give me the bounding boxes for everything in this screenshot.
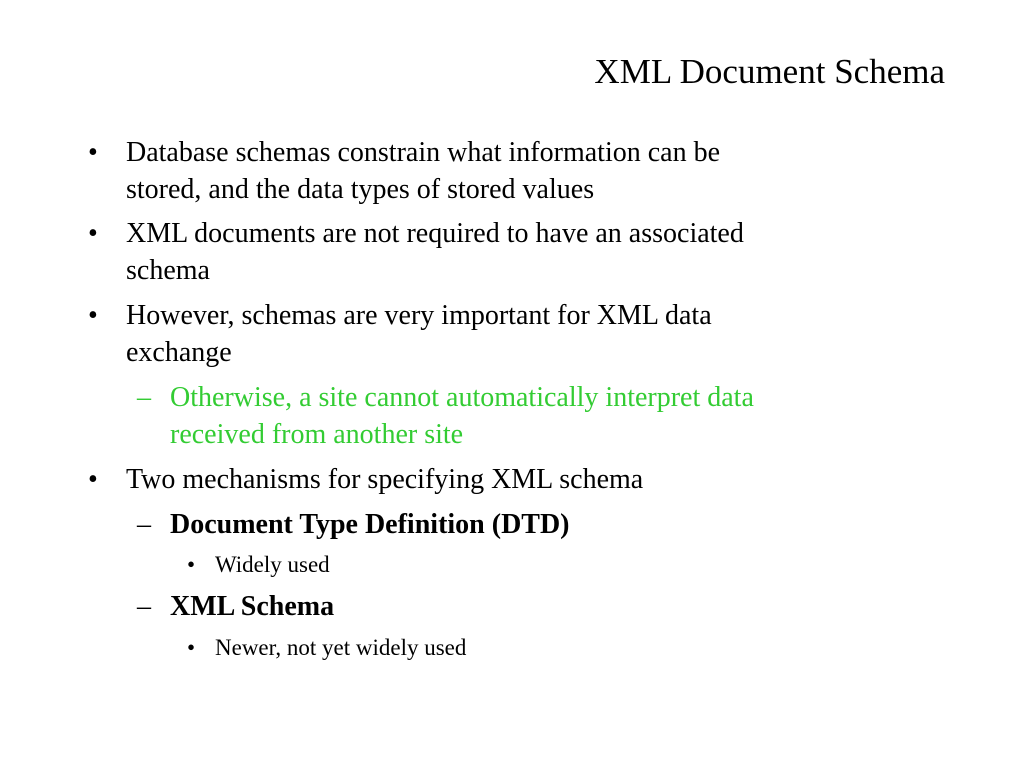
sub-bullet-text: [170, 506, 570, 543]
dash-marker: –: [137, 509, 151, 540]
bullet-text: [126, 215, 744, 289]
bullet-text-line: stored, and the data types of stored values: [126, 174, 595, 205]
bullet-text: [126, 461, 643, 498]
sub-sub-bullet-text: [215, 550, 330, 580]
dash-marker: –: [137, 591, 151, 622]
sub-bullet-text-line: received from another site: [170, 419, 464, 450]
bullet-marker: •: [88, 137, 98, 168]
sub-bullet-text: [170, 379, 754, 453]
bullet-text: [126, 297, 712, 371]
bullet-marker: •: [88, 218, 98, 249]
bullet-marker: •: [187, 552, 196, 577]
bullet-text-line: XML documents are not required to have an associated: [126, 218, 744, 249]
sub-bullet-text: [170, 588, 334, 625]
bullet-text: [126, 134, 720, 208]
bullet-text-line: Two mechanisms for specifying XML schema: [126, 464, 644, 495]
sub-sub-bullet-text: [215, 633, 466, 663]
sub-bullet-text-line: XML Schema: [170, 591, 335, 622]
bullet-marker: •: [88, 300, 98, 331]
bullet-text-line: However, schemas are very important for XML data: [126, 300, 712, 331]
sub-sub-bullet-text-line: Newer, not yet widely used: [215, 635, 467, 660]
bullet-text-line: exchange: [126, 337, 232, 368]
sub-sub-bullet-text-line: Widely used: [215, 552, 330, 577]
bullet-marker: •: [88, 464, 98, 495]
bullet-marker: •: [187, 635, 196, 660]
bullet-text-line: schema: [126, 255, 210, 286]
sub-bullet-text-line: Otherwise, a site cannot automatically interpret data: [170, 382, 754, 413]
slide-title: XML Document Schema: [594, 52, 945, 91]
sub-bullet-text-line: Document Type Definition (DTD): [170, 509, 570, 540]
dash-marker: –: [137, 382, 151, 413]
bullet-text-line: Database schemas constrain what information can be: [126, 137, 721, 168]
